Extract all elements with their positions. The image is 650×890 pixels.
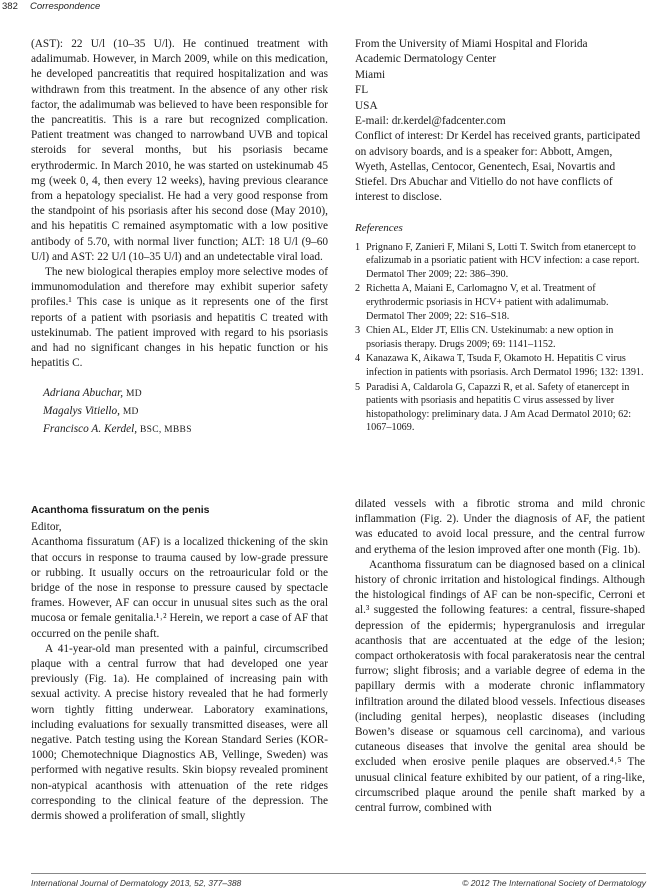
reference-text: Richetta A, Maiani E, Carlomagno V, et al. Treatment of erythrodermic psoriasis in HCV+ patient with adalimumab. Dermatol Ther 2009; 22: S16–S18. [366,283,609,322]
author-line [43,421,328,439]
left-column-bottom [31,503,328,824]
body-paragraph: A 41-year-old man presented with a painful, circumscribed plaque with a central furrow that had developed one year previously (Fig. 1a). He complained of increasing pain with sexual activity. A precise history revealed that he had formerly worn tightly fitting underwear. Laboratory examinations, including evaluations for sexually transmitted diseases, were all negative. Patch testing using the Korean Standard Series (KOR-1000; Chemotechnique Diagnostics AB, Vellinge, Sweden) was performed with negative results. Skin biopsy revealed prominent non-atypical acanthosis with attenuation of the rete ridges corresponding to the clinical feature of the depression. The dermis showed a proliferation of small, slightly [31,642,328,823]
address-line: Miami [355,68,386,81]
author-signature [31,385,328,439]
reference-item [355,352,645,379]
body-paragraph: dilated vessels with a fibrotic stroma and mild chronic inflammation (Fig. 2). Under the diagnosis of AF, the patient was educated to avoid local pressure, and the central furrow and erythema of the lesion improved after one month (Fig. 1b). [355,498,645,556]
copyright-notice: © 2012 The International Society of Dermatology [462,878,646,888]
author-degree: MD [122,407,139,418]
reference-item [355,324,645,351]
editor-salutation: Editor, [31,521,62,534]
reference-item [355,282,645,323]
author-name: Adriana Abuchar, [43,387,124,400]
reference-item [355,241,645,282]
reference-text: Prignano F, Zanieri F, Milani S, Lotti T. Switch from etanercept to efalizumab in a psoriatic patient with HCV infection: a case report. Dermatol Ther 2009; 22: 386–390. [366,241,640,280]
section-title: Correspondence [30,1,101,12]
conflict-of-interest: Conflict of interest: Dr Kerdel has received grants, participated on advisory boards, and is a speaker for: Abbott, Amgen, Wyeth, Astellas, Centocor, Genentech, Esai, Novartis and Stiefel. Drs Abuchar and Vitiello do not have conflicts of interest to disclose. [355,130,641,204]
correspondence-address [355,37,645,129]
address-line: From the University of Miami Hospital and Florida [355,38,588,50]
author-name: Francisco A. Kerdel, [43,423,138,436]
body-paragraph: Acanthoma fissuratum can be diagnosed based on a clinical history of chronic irritation and histological findings. Although the histological findings of AF can be non-specific, Cerroni et al.³ suggested the following features: a central, fissure-shaped depression of the epidermis; hypergranulosis and irregular acanthosis that are accentuated at the edge of the lesion; compact orthokeratosis with focal parakeratosis near the central furrow; slight fibrosis; and a variable degree of edema in the papillary dermis with a moderate chronic inflammatory infiltration around the dilated blood vessels. Infectious diseases (including genital herpes), neoplastic diseases (including Bowen’s disease or squamous cell carcinoma), and various cutaneous diseases that involve the genital area should be excluded when erosive penile plaques are observed.⁴˒⁵ The unusual clinical feature exhibited by our patient, of a ring-like, circumscribed plaque around the penile shaft marked by a central furrow, combined with [355,558,645,815]
right-column-bottom [355,497,645,816]
address-line: FL [355,84,369,97]
reference-number: 4 [355,353,361,365]
author-line [43,385,328,403]
address-line: Academic Dermatology Center [355,53,497,66]
reference-list [355,241,645,435]
body-paragraph: (AST): 22 U/l (10–35 U/l). He continued treatment with adalimumab. However, in March 2009, while on this medication, he developed pancreatitis that required hospitalization and was withdrawn from this treatment. In the absence of any other risk factor, the adalimumab was believed to have been responsible for the pancreatitis. This is a rare but recognized complication. Patient treatment was changed to narrowband UVB and topical steroids for several months, but his psoriasis became erythrodermic. In March 2010, he was started on ustekinumab 45 mg (week 0, 4, then every 12 weeks), having previous clearance from a hepatology specialist. He had a very good response from the standpoint of his psoriasis after his second dose (May 2010), and his hepatitis C remained asymptomatic with a low positive antibody of 5.70, with normal liver function; ALT: 18 U/l (9–60 U/l) and AST: 22 U/l (10–35 U/l) and an undetectable viral load. [31,38,328,263]
author-line [43,403,328,421]
reference-text: Chien AL, Elder JT, Ellis CN. Ustekinumab: a new option in psoriasis therapy. Drugs 2009; 69: 1141–1152. [366,325,614,350]
reference-number: 3 [355,325,361,337]
reference-number: 1 [355,241,361,253]
reference-text: Kanazawa K, Aikawa T, Tsuda F, Okamoto H. Hepatitis C virus infection in patients with psoriasis. Arch Dermatol 1996; 132: 1391. [366,353,644,378]
address-line: USA [355,99,378,112]
references-heading: References [355,222,403,235]
journal-citation: International Journal of Dermatology 2013, 52, 377–388 [31,878,242,888]
author-name: Magalys Vitiello, [43,405,120,418]
reference-text: Paradisi A, Caldarola G, Capazzi R, et al. Safety of etanercept in patients with psoriasis and hepatitis C virus assessed by liver histopathology: preliminary data. J Am Acad Dermatol 2010; 62: 1067–1069. [366,381,632,434]
left-column-top [31,37,328,439]
page-number: 382 [2,1,18,12]
page-footer [0,878,650,890]
body-paragraph: Acanthoma fissuratum (AF) is a localized thickening of the skin that occurs in response to trauma caused by low-grade pressure or rubbing. It usually occurs on the retroauricular fold or the bridge of the nose in response to pressure caused by spectacle frames. However, AF can occur in unusual sites such as the oral mucosa or female genitalia.¹˒² Herein, we report a case of AF that occurred on the penile shaft. [31,536,328,640]
page-header [0,0,650,16]
reference-item [355,381,645,435]
reference-number: 5 [355,381,361,393]
footer-divider [31,873,646,874]
article-title: Acanthoma fissuratum on the penis [31,504,210,516]
reference-number: 2 [355,283,361,295]
email-line: E-mail: dr.kerdel@fadcenter.com [355,115,506,128]
right-column-top [355,37,645,436]
body-paragraph: The new biological therapies employ more selective modes of immunomodulation and therefore may exhibit superior safety profiles.¹ This case is unique as it represents one of the first reports of a patient with psoriasis and hepatitis C treated with ustekinumab. The patient improved with regard to his psoriasis and had no significant changes in his hepatic function or his hepatitis C. [31,266,328,370]
author-degree: MD [125,389,142,400]
author-degree: BSC, MBBS [139,425,192,436]
